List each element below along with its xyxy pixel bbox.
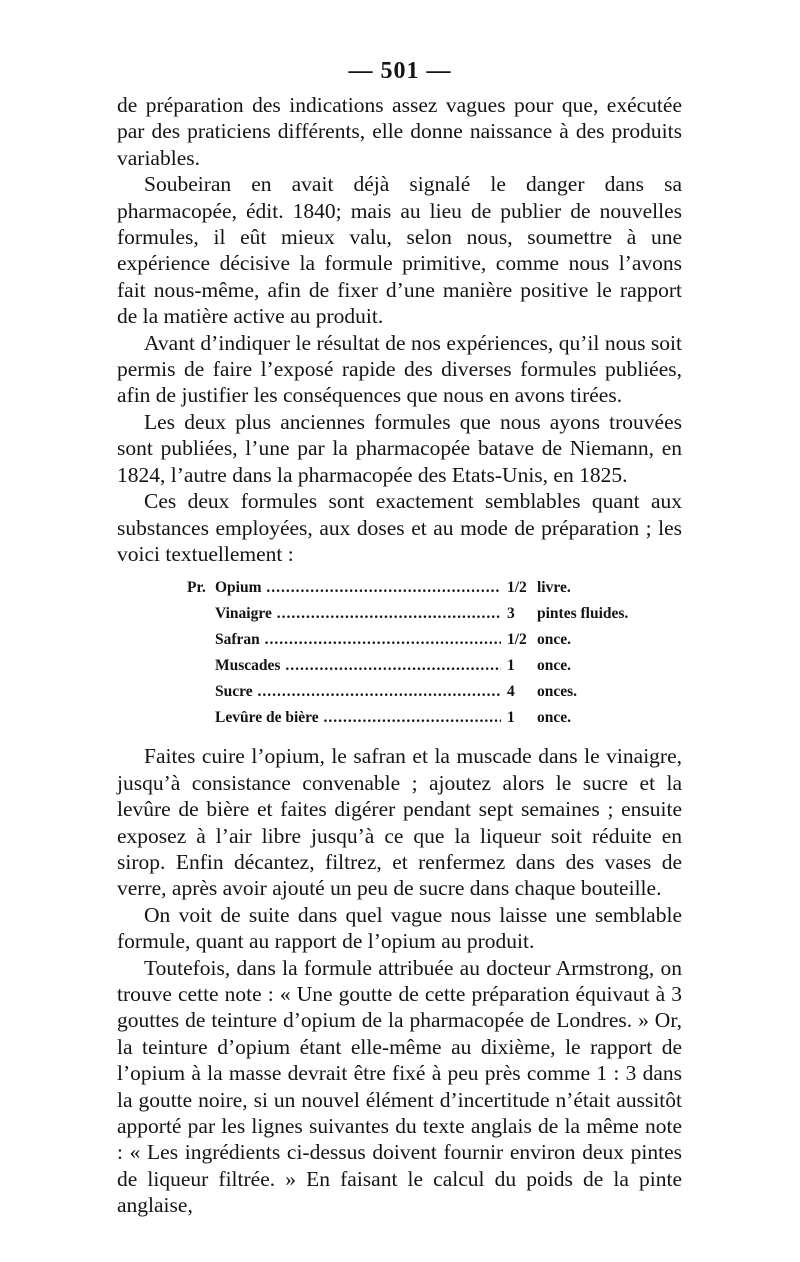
recipe-table: [187, 575, 647, 731]
recipe-unit: once.: [537, 657, 572, 675]
paragraph: de préparation des indications assez vagues pour que, exécutée par des praticiens différents, elle donne naissance à des produits variables.: [117, 93, 682, 170]
recipe-unit: pintes fluides.: [537, 605, 629, 623]
paragraph: Soubeiran en avait déjà signalé le danger dans sa pharmacopée, édit. 1840; mais au lieu de publier de nouvelles formules, il eût mieux valu, selon nous, soumettre à une expérience décisive la formule primitive, comme nous l’avons fait nous-même, afin de fixer d’une manière positive le rapport de la matière active au produit.: [117, 172, 682, 329]
paragraphs-before: [117, 92, 682, 567]
recipe-unit: livre.: [537, 579, 571, 597]
recipe-unit: onces.: [537, 683, 578, 701]
page-body: [117, 92, 682, 1219]
page-number: — 501 —: [348, 58, 452, 84]
recipe-row: [187, 705, 647, 731]
recipe-ingredient: Vinaigre .....: [215, 601, 501, 627]
recipe-qty: 1: [507, 709, 515, 727]
recipe-ingredient: Opium .....: [215, 575, 501, 601]
paragraph: Toutefois, dans la formule attribuée au docteur Armstrong, on trouve cette note : « Une goutte de cette préparation équivaut à 3 gouttes de teinture d’opium de la pharmacopée de Londres. » Or, la teinture d’opium étant elle-même au dixième, le rapport de l’opium à la masse devrait être fixé à peu près comme 1 : 3 dans la goutte noire, si un nouvel élément d’incertitude n’était aussitôt apporté par les lignes suivantes du texte anglais de la même note : « Les ingrédients ci-dessus doivent fournir environ deux pintes de liqueur filtrée. » En faisant le calcul du poids de la pinte anglaise,: [117, 955, 682, 1218]
recipe-ingredient: Sucre .....: [215, 679, 501, 705]
paragraphs-after: [117, 743, 682, 1218]
paragraph: On voit de suite dans quel vague nous laisse une semblable formule, quant au rapport de l’opium au produit.: [117, 902, 682, 954]
recipe-row: [187, 653, 647, 679]
paragraph: Avant d’indiquer le résultat de nos expériences, qu’il nous soit permis de faire l’exposé rapide des diverses formules publiées, afin de justifier les conséquences que nous en avons tirées.: [117, 330, 682, 408]
recipe-qty: 1/2: [507, 579, 527, 597]
recipe-unit: once.: [537, 709, 572, 727]
recipe-ingredient: Safran .....: [215, 627, 501, 653]
recipe-qty: 3: [507, 605, 515, 623]
recipe-qty: 1: [507, 657, 515, 675]
recipe-qty: 4: [507, 683, 515, 701]
recipe-prefix: Pr.: [187, 579, 206, 597]
recipe-row: [187, 575, 647, 601]
paragraph: Les deux plus anciennes formules que nous ayons trouvées sont publiées, l’une par la pharmacopée batave de Niemann, en 1824, l’autre dans la pharmacopée des Etats-Unis, en 1825.: [117, 409, 682, 487]
paragraph: Faites cuire l’opium, le safran et la muscade dans le vinaigre, jusqu’à consistance convenable ; ajoutez alors le sucre et la levûre de bière et faites digérer pendant sept semaines ; ensuite exposez à l’air libre jusqu’à ce que la liqueur soit réduite en sirop. Enfin décantez, filtrez, et renfermez dans des vases de verre, après avoir ajouté un peu de sucre dans chaque bouteille.: [117, 744, 682, 901]
recipe-qty: 1/2: [507, 631, 527, 649]
recipe-row: [187, 627, 647, 653]
recipe-ingredient: Muscades .....: [215, 653, 501, 679]
recipe-row: [187, 679, 647, 705]
recipe-ingredient: Levûre de bière .....: [215, 705, 501, 731]
paragraph: Ces deux formules sont exactement semblables quant aux substances employées, aux doses et au mode de préparation ; les voici textuellement :: [117, 489, 682, 566]
recipe-row: [187, 601, 647, 627]
recipe-unit: once.: [537, 631, 572, 649]
